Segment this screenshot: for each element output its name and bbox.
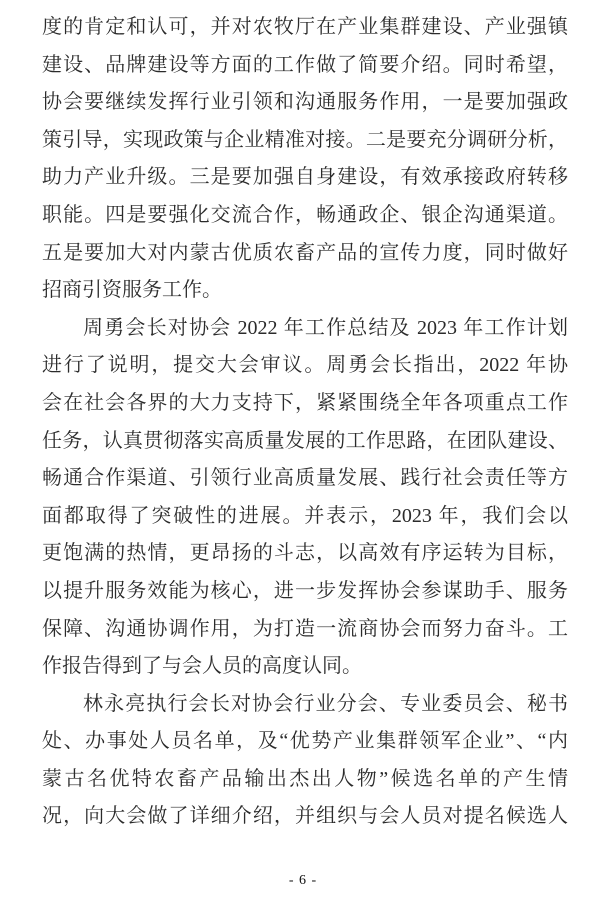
text-line: 处、办事处人员名单，及“优势产业集群领军企业”、“内 [42, 730, 568, 753]
text-line: 度的肯定和认可，并对农牧厅在产业集群建设、产业强镇 [42, 16, 568, 38]
text-line: 况，向大会做了详细介绍，并组织与会人员对提名候选人 [42, 805, 568, 828]
text-line: 保障、沟通协调作用，为打造一流商协会而努力奋斗。工 [42, 617, 568, 640]
text-line: 建设、品牌建设等方面的工作做了简要介绍。同时希望， [42, 53, 568, 76]
text-line: 蒙古名优特农畜产品输出杰出人物”候选名单的产生情 [42, 767, 568, 790]
text-line: 畅通合作渠道、引领行业高质量发展、践行社会责任等方 [42, 467, 568, 490]
text-line: 任务，认真贯彻落实高质量发展的工作思路，在团队建设、 [42, 429, 568, 452]
text-line: 以提升服务效能为核心，进一步发挥协会参谋助手、服务 [42, 579, 568, 602]
text-line: 职能。四是要强化交流合作，畅通政企、银企沟通渠道。 [42, 203, 568, 226]
text-line: 会在社会各界的大力支持下，紧紧围绕全年各项重点工作 [42, 391, 568, 414]
text-line-paragraph-start: 林永亮执行会长对协会行业分会、专业委员会、秘书 [83, 692, 568, 715]
text-line: 协会要继续发挥行业引领和沟通服务作用，一是要加强政 [42, 91, 568, 114]
text-line: 更饱满的热情，更昂扬的斗志，以高效有序运转为目标， [42, 542, 568, 565]
text-line: 五是要加大对内蒙古优质农畜产品的宣传力度，同时做好 [42, 241, 568, 264]
text-line: 面都取得了突破性的进展。并表示，2023 年，我们会以 [42, 504, 568, 527]
page-number: - 6 - [288, 873, 318, 888]
document-body-text [42, 9, 568, 836]
text-line-paragraph-end: 招商引资服务工作。 [42, 279, 222, 302]
text-line: 进行了说明，提交大会审议。周勇会长指出，2022 年协 [42, 354, 568, 377]
text-line: 助力产业升级。三是要加强自身建设，有效承接政府转移 [42, 166, 568, 189]
text-line: 策引导，实现政策与企业精准对接。二是要充分调研分析， [42, 128, 568, 151]
text-line-paragraph-end: 作报告得到了与会人员的高度认同。 [42, 655, 362, 678]
text-line-paragraph-start: 周勇会长对协会 2022 年工作总结及 2023 年工作计划 [83, 316, 568, 339]
